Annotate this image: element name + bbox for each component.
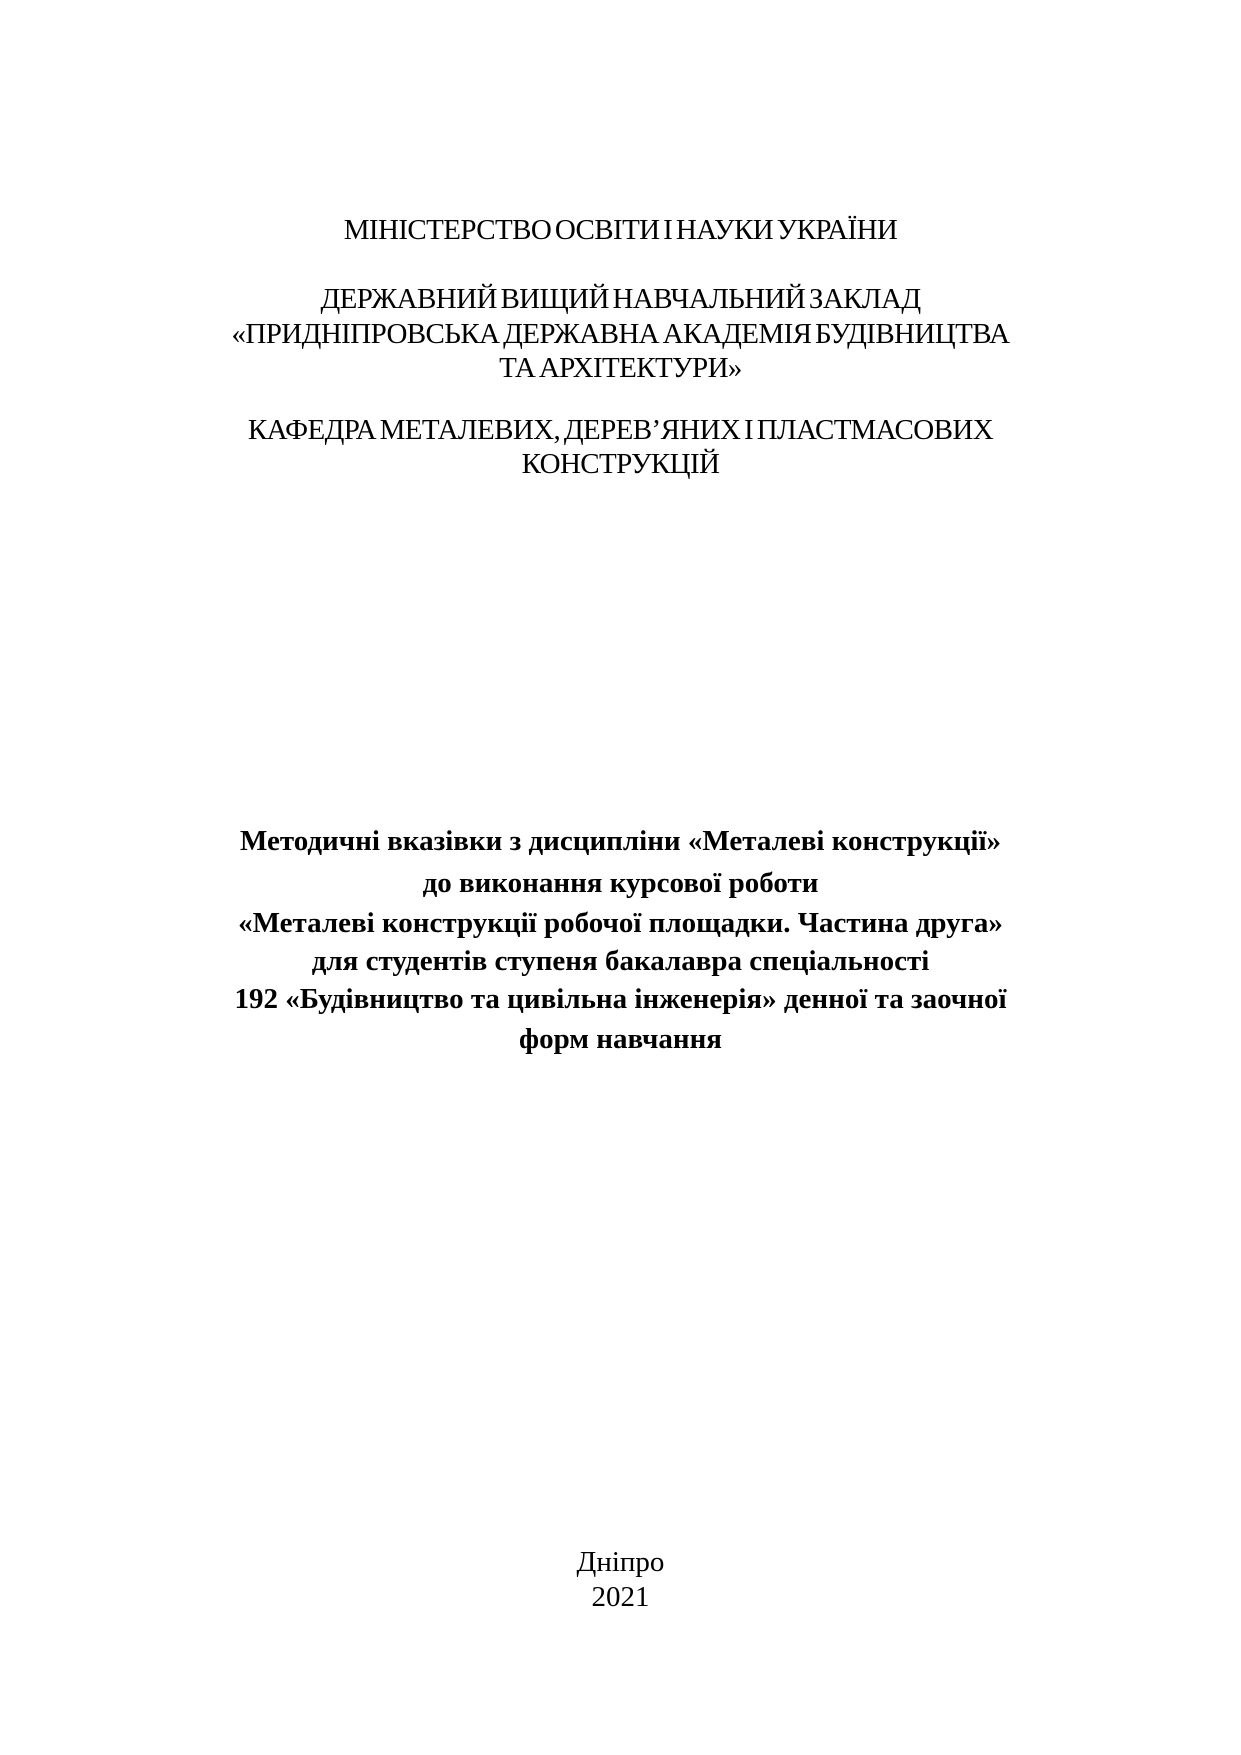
document-title-line-1: Методичні вказівки з дисципліни «Металеві конструкції» <box>240 825 1001 857</box>
institution-name-line-1: ДЕРЖАВНИЙ ВИЩИЙ НАВЧАЛЬНИЙ ЗАКЛАД <box>320 283 921 315</box>
department-name-line-1: КАФЕДРА МЕТАЛЕВИХ, ДЕРЕВ’ЯНИХ І ПЛАСТМАСОВИХ <box>247 414 994 446</box>
institution-name-line-3: ТА АРХІТЕКТУРИ» <box>499 352 742 384</box>
document-title-line-3: «Металеві конструкції робочої площадки. Частина друга» <box>238 907 1003 939</box>
document-title-line-5: 192 «Будівництво та цивільна інженерія» денної та заочної <box>234 983 1007 1015</box>
department-name-line-2: КОНСТРУКЦІЙ <box>521 448 720 480</box>
publication-city: Дніпро <box>576 1546 665 1578</box>
institution-name-line-2: «ПРИДНІПРОВСЬКА ДЕРЖАВНА АКАДЕМІЯ БУДІВНИЦТВА <box>231 318 1010 350</box>
ministry-name: МІНІСТЕРСТВО ОСВІТИ І НАУКИ УКРАЇНИ <box>343 214 898 246</box>
document-title-line-6: форм навчання <box>519 1023 722 1055</box>
publication-year: 2021 <box>591 1581 650 1613</box>
document-title-line-4: для студентів ступеня бакалавра спеціальності <box>311 945 930 977</box>
document-title-line-2: до виконання курсової роботи <box>422 867 819 899</box>
